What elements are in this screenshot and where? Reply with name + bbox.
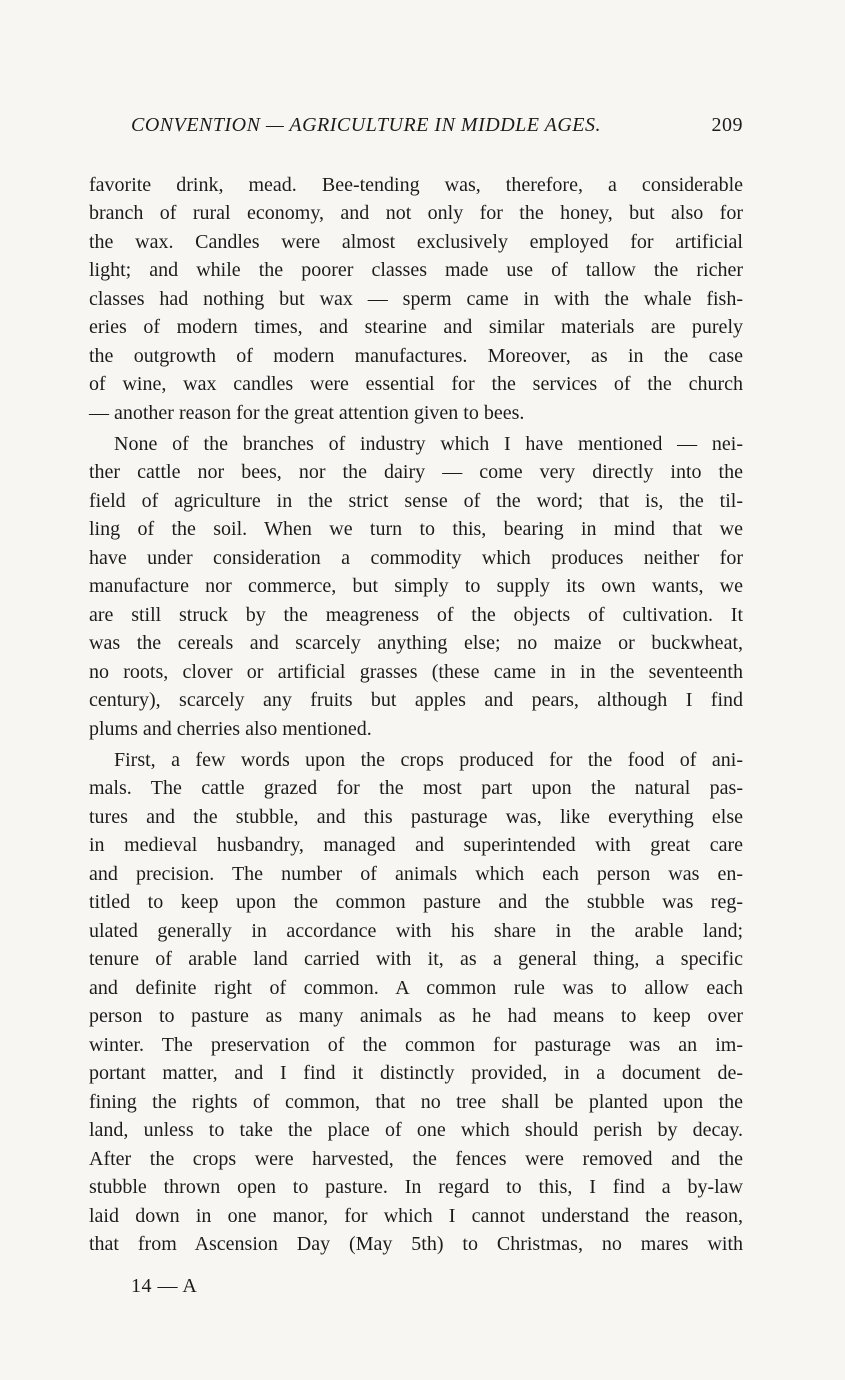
text-line: have under consideration a commodity which produces neither for xyxy=(89,547,743,569)
text-line: ling of the soil. When we turn to this, bearing in mind that we xyxy=(89,518,743,540)
text-line: winter. The preservation of the common for pasturage was an im- xyxy=(89,1034,743,1056)
text-line: field of agriculture in the strict sense of the word; that is, the til- xyxy=(89,490,743,512)
text-line: was the cereals and scarcely anything else; no maize or buckwheat, xyxy=(89,632,743,654)
signature-mark: 14 — A xyxy=(131,1275,198,1297)
text-line: are still struck by the meagreness of the objects of cultivation. It xyxy=(89,604,743,626)
text-line: classes had nothing but wax — sperm came in with the whale fish- xyxy=(89,288,743,310)
text-line: of wine, wax candles were essential for the services of the church xyxy=(89,373,743,395)
text-line: tures and the stubble, and this pasturage was, like everything else xyxy=(89,806,743,828)
text-line: plums and cherries also mentioned. xyxy=(89,718,372,740)
text-line: and precision. The number of animals which each person was en- xyxy=(89,863,743,885)
text-line: fining the rights of common, that no tree shall be planted upon the xyxy=(89,1091,743,1113)
text-line: and definite right of common. A common rule was to allow each xyxy=(89,977,743,999)
page-number: 209 xyxy=(711,114,743,136)
text-line: stubble thrown open to pasture. In regard to this, I find a by-law xyxy=(89,1176,743,1198)
text-line: ther cattle nor bees, nor the dairy — come very directly into the xyxy=(89,461,743,483)
text-line: in medieval husbandry, managed and superintended with great care xyxy=(89,834,743,856)
text-line: eries of modern times, and stearine and similar materials are purely xyxy=(89,316,743,338)
text-line: land, unless to take the place of one which should perish by decay. xyxy=(89,1119,743,1141)
text-line: the outgrowth of modern manufactures. Moreover, as in the case xyxy=(89,345,743,367)
text-line: titled to keep upon the common pasture and the stubble was reg- xyxy=(89,891,743,913)
text-line: that from Ascension Day (May 5th) to Christmas, no mares with xyxy=(89,1233,743,1255)
text-line: mals. The cattle grazed for the most part upon the natural pas- xyxy=(89,777,743,799)
text-line: ulated generally in accordance with his share in the arable land; xyxy=(89,920,743,942)
text-line: manufacture nor commerce, but simply to supply its own wants, we xyxy=(89,575,743,597)
text-line: light; and while the poorer classes made use of tallow the richer xyxy=(89,259,743,281)
text-line: First, a few words upon the crops produced for the food of ani- xyxy=(114,749,743,771)
running-head xyxy=(131,114,743,142)
text-line: After the crops were harvested, the fences were removed and the xyxy=(89,1148,743,1170)
text-line: None of the branches of industry which I have mentioned — nei- xyxy=(114,433,743,455)
text-line: person to pasture as many animals as he had means to keep over xyxy=(89,1005,743,1027)
text-line: branch of rural economy, and not only for the honey, but also for xyxy=(89,202,743,224)
text-line: — another reason for the great attention given to bees. xyxy=(89,402,525,424)
running-title: CONVENTION — AGRICULTURE IN MIDDLE AGES. xyxy=(131,114,601,136)
text-line: no roots, clover or artificial grasses (these came in in the seventeenth xyxy=(89,661,743,683)
text-line: laid down in one manor, for which I cannot understand the reason, xyxy=(89,1205,743,1227)
text-line: century), scarcely any fruits but apples and pears, although I find xyxy=(89,689,743,711)
text-line: favorite drink, mead. Bee-tending was, therefore, a considerable xyxy=(89,174,743,196)
text-line: tenure of arable land carried with it, as a general thing, a specific xyxy=(89,948,743,970)
text-line: the wax. Candles were almost exclusively employed for artificial xyxy=(89,231,743,253)
text-line: portant matter, and I find it distinctly provided, in a document de- xyxy=(89,1062,743,1084)
